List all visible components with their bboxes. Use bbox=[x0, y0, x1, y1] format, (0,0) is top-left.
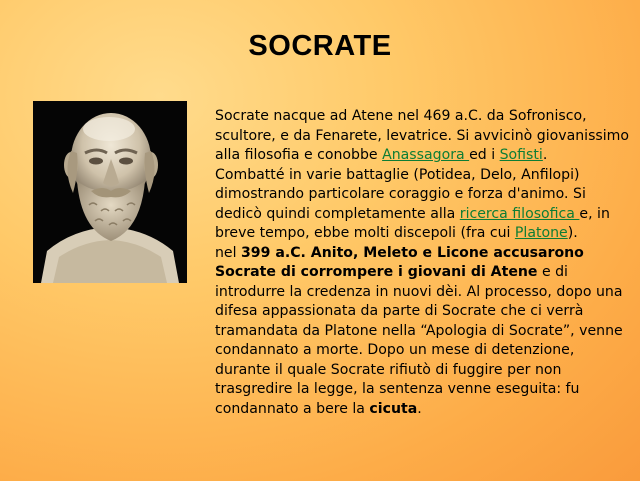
text-part: . bbox=[417, 400, 422, 417]
text-part: Combatté in varie battaglie (Potidea, Delo, Anfilopi) dimostrando particolare coraggio e forza d'animo. Si dedicò quindi completamente alla bbox=[215, 166, 586, 222]
text-part: nel bbox=[215, 244, 241, 261]
bold-accusation: 399 a.C. Anito, Meleto e Licone accusarono Socrate di corrompere i giovani di Atene bbox=[215, 244, 584, 280]
text-part: ). bbox=[567, 225, 578, 241]
link-ricerca-filosofica[interactable]: ricerca filosofica bbox=[459, 205, 580, 222]
socrates-bust-image bbox=[33, 101, 187, 283]
bust-illustration bbox=[33, 101, 187, 283]
text-part: e di introdurre la credenza in nuovi dèi. Al processo, dopo una difesa appassionata da parte di Socrate che ci verrà tramandata da Platone nella “Apologia di Socrate”, venne condannato a morte. Dopo un mese di detenzione, durante il quale Socrate rifiutò di fuggire per non trasgredire la legge, la sentenza venne eseguita: fu condannato a bere la bbox=[215, 264, 623, 417]
text-part: Socrate nacque ad Atene nel 469 a.C. da Sofronisco, scultore, e da Fenarete, levatrice. Si avvicinò giovanissimo alla filosofia e conobbe bbox=[215, 108, 630, 163]
text-part: ed i bbox=[469, 147, 500, 163]
biography-text bbox=[215, 107, 633, 419]
text-part: e, in breve tempo, ebbe molti discepoli (fra cui bbox=[215, 205, 610, 241]
bold-cicuta: cicuta bbox=[369, 400, 418, 417]
link-anassagora[interactable]: Anassagora bbox=[382, 147, 470, 163]
slide-title: SOCRATE bbox=[248, 30, 392, 62]
link-platone[interactable]: Platone bbox=[514, 225, 568, 241]
text-part: . bbox=[542, 147, 548, 163]
link-sofisti[interactable]: Sofisti bbox=[499, 147, 543, 163]
